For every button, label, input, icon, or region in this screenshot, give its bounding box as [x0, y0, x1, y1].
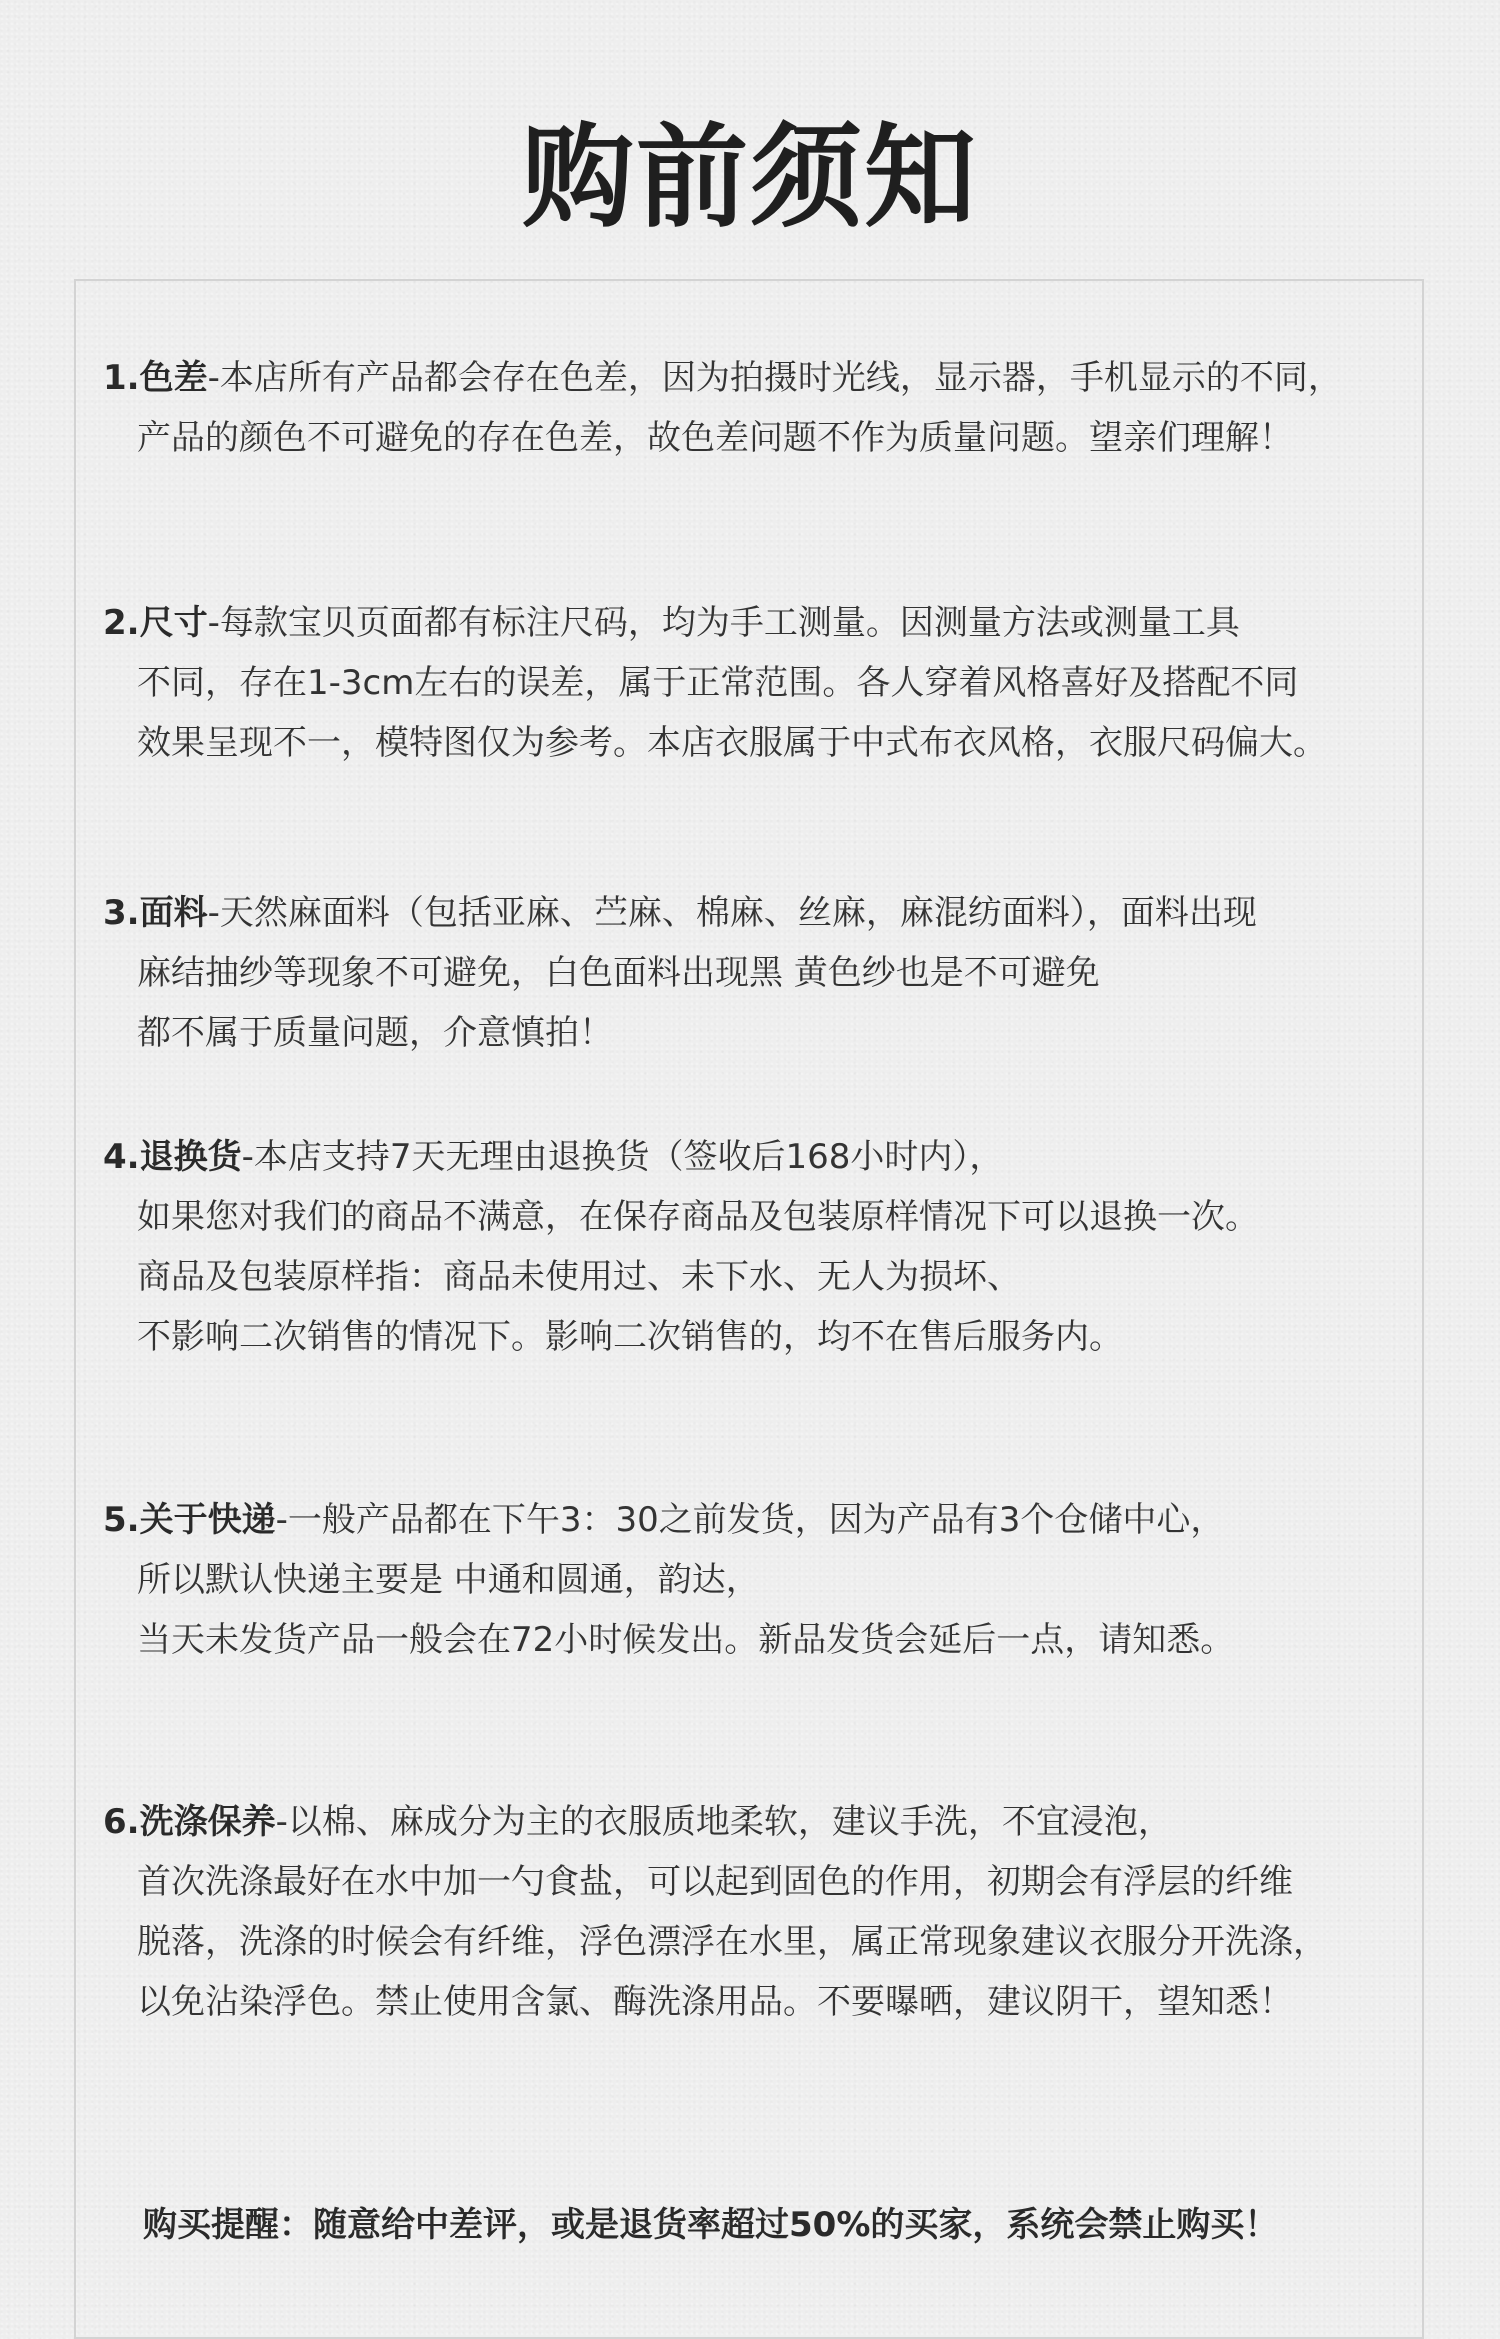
section-heading: 6.洗涤保养: [103, 1802, 276, 1842]
section-shipping: [103, 1490, 1423, 1670]
section-line: 首次洗涤最好在水中加一勺食盐，可以起到固色的作用，初期会有浮层的纤维: [137, 1862, 1293, 1902]
section-line: [103, 1490, 1423, 1550]
section-line: 所以默认快递主要是 中通和圆通，韵达，: [137, 1560, 760, 1600]
section-heading: 4.退换货: [103, 1137, 242, 1177]
section-line: 不同，存在1-3cm左右的误差，属于正常范围。各人穿着风格喜好及搭配不同: [137, 663, 1299, 703]
section-line: [103, 1127, 1423, 1187]
section-line: 当天未发货产品一般会在72小时候发出。新品发货会延后一点，请知悉。: [137, 1620, 1235, 1660]
section-line: [103, 593, 1423, 653]
section-text: -本店支持7天无理由退换货（签收后168小时内），: [241, 1137, 1004, 1177]
section-washing-care: [103, 1792, 1423, 2032]
section-line: 产品的颜色不可避免的存在色差，故色差问题不作为质量问题。望亲们理解！: [137, 418, 1293, 458]
section-text: -本店所有产品都会存在色差，因为拍摄时光线，显示器，手机显示的不同，: [207, 358, 1342, 398]
section-line: 不影响二次销售的情况下。影响二次销售的，均不在售后服务内。: [137, 1317, 1123, 1357]
section-heading: 2.尺寸: [103, 603, 208, 643]
section-text: -以棉、麻成分为主的衣服质地柔软，建议手洗，不宜浸泡，: [275, 1802, 1172, 1842]
section-line: 都不属于质量问题，介意慎拍！: [137, 1013, 613, 1053]
section-size: [103, 593, 1423, 773]
section-fabric: [103, 883, 1423, 1063]
section-text: -天然麻面料（包括亚麻、苎麻、棉麻、丝麻，麻混纺面料），面料出现: [207, 893, 1257, 933]
section-line: 商品及包装原样指：商品未使用过、未下水、无人为损坏、: [137, 1257, 1021, 1297]
section-line: 效果呈现不一，模特图仅为参考。本店衣服属于中式布衣风格，衣服尺码偏大。: [137, 723, 1327, 763]
section-text: -一般产品都在下午3：30之前发货，因为产品有3个仓储中心，: [275, 1500, 1225, 1540]
section-heading: 1.色差: [103, 358, 208, 398]
section-line: 脱落，洗涤的时候会有纤维，浮色漂浮在水里，属正常现象建议衣服分开洗涤，: [137, 1922, 1327, 1962]
section-line: 麻结抽纱等现象不可避免，白色面料出现黑 黄色纱也是不可避免: [137, 953, 1100, 993]
section-heading: 5.关于快递: [103, 1500, 276, 1540]
section-text: -每款宝贝页面都有标注尺码，均为手工测量。因测量方法或测量工具: [207, 603, 1240, 643]
section-line: [103, 1792, 1423, 1852]
section-heading: 3.面料: [103, 893, 208, 933]
section-color-difference: [103, 348, 1423, 468]
purchase-reminder: 购买提醒：随意给中差评，或是退货率超过50%的买家，系统会禁止购买！: [143, 2205, 1279, 2245]
section-line: [103, 883, 1423, 943]
section-returns: [103, 1127, 1423, 1367]
section-line: [103, 348, 1423, 408]
section-line: 如果您对我们的商品不满意，在保存商品及包装原样情况下可以退换一次。: [137, 1197, 1259, 1237]
page-title: 购前须知: [522, 113, 978, 243]
section-line: 以免沾染浮色。禁止使用含氯、酶洗涤用品。不要曝晒，建议阴干，望知悉！: [137, 1982, 1293, 2022]
